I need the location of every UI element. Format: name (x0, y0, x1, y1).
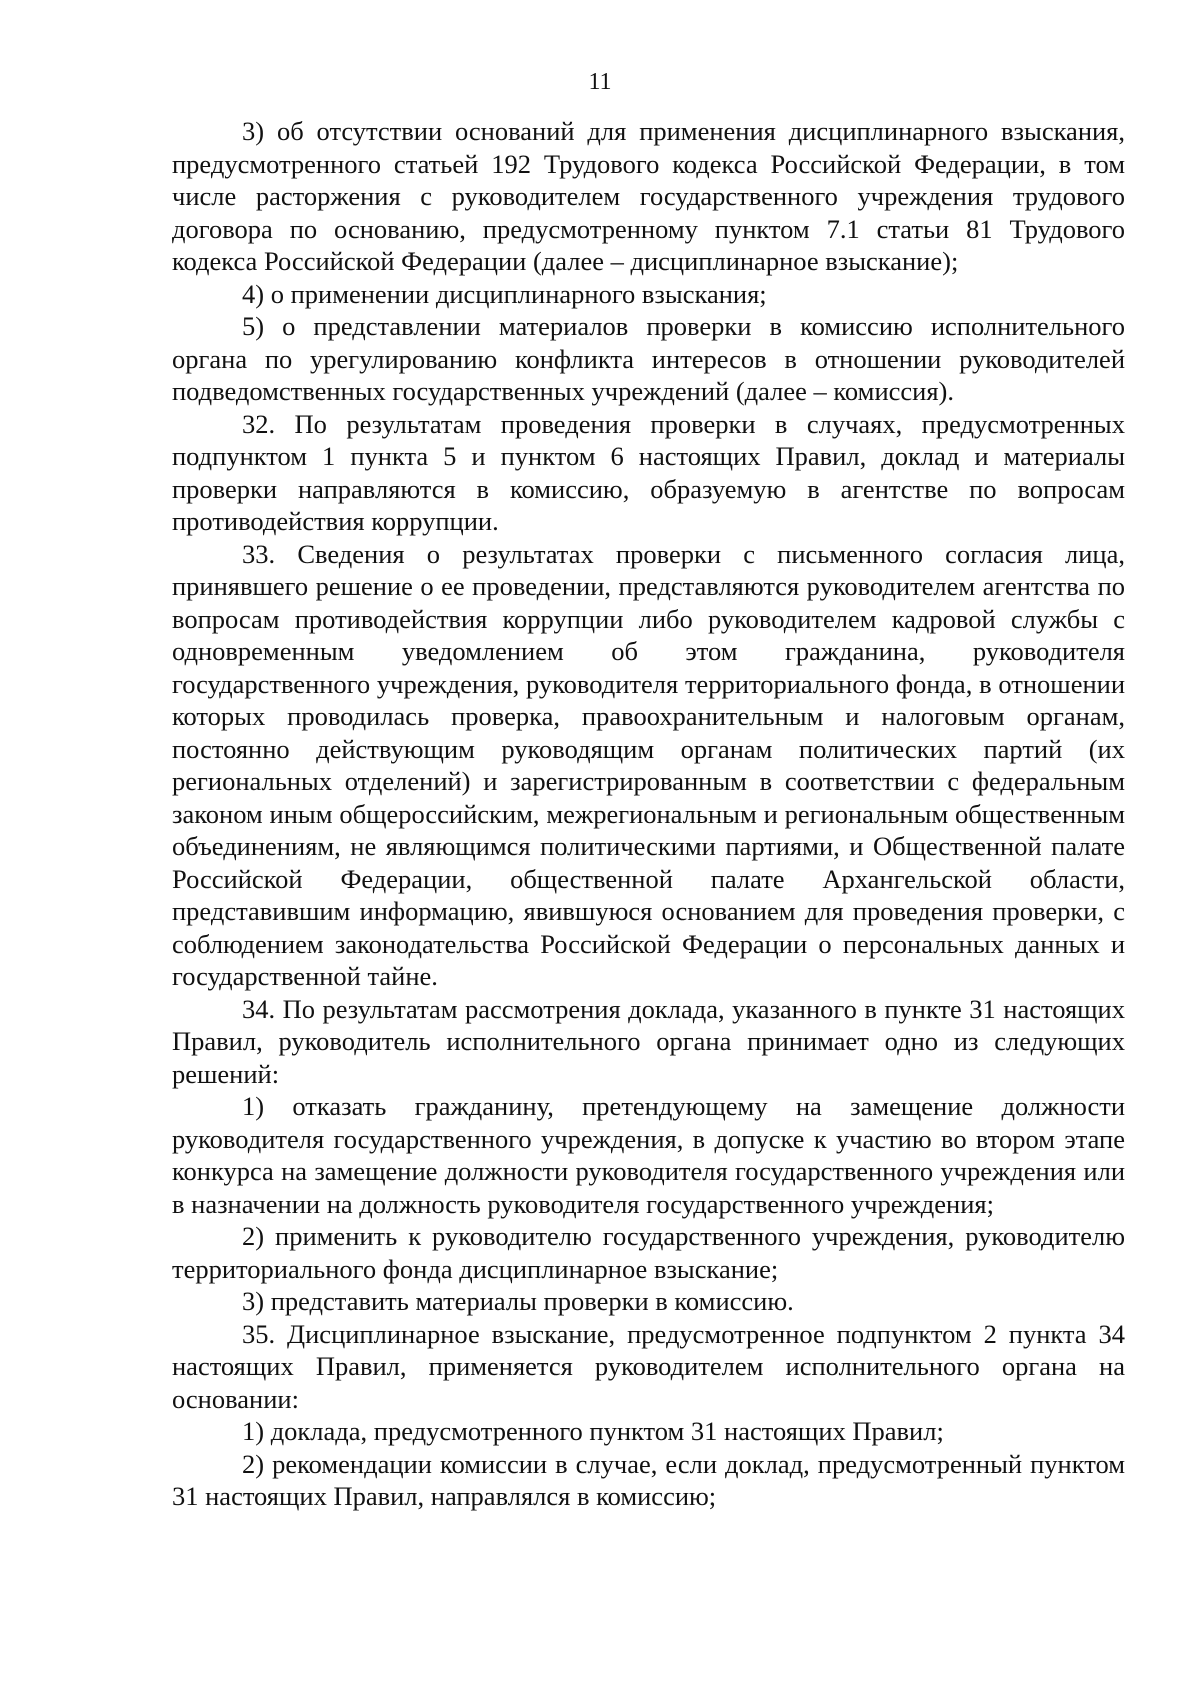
paragraph-clause-33: 33. Сведения о результатах проверки с письменного согласия лица, принявшего решение о ее проведении, представляются руководителем агентства по вопросам противодействия коррупции либо руководителем кадровой службы с одновременным уведомлением об этом гражданина, руководителя государственного учреждения, руководителя территориального фонда, в отношении которых проводилась проверка, правоохранительным и налоговым органам, постоянно действующим руководящим органам политических партий (их региональных отделений) и зарегистрированным в соответствии с федеральным законом иным общероссийским, межрегиональным и региональным общественным объединениям, не являющимся политическими партиями, и Общественной палате Российской Федерации, общественной палате Архангельской области, представившим информацию, явившуюся основанием для проведения проверки, с соблюдением законодательства Российской Федерации о персональных данных и государственной тайне. (172, 538, 1125, 991)
paragraph-clause-32: 32. По результатам проведения проверки в случаях, предусмотренных подпунктом 1 пункта 5 и пунктом 6 настоящих Правил, доклад и материалы проверки направляются в комиссию, образуемую в агентстве по вопросам противодействия коррупции. (172, 408, 1125, 536)
paragraph-clause-34-item-3: 3) представить материалы проверки в комиссию. (242, 1286, 794, 1316)
paragraph-clause-34-item-1: 1) отказать гражданину, претендующему на замещение должности руководителя государственного учреждения, в допуске к участию во втором этапе конкурса на замещение должности руководителя государственного учреждения или в назначении на должность руководителя государственного учреждения; (172, 1091, 1125, 1219)
page-number: 11 (588, 69, 612, 95)
paragraph-clause-35-item-2: 2) рекомендации комиссии в случае, если доклад, предусмотренный пунктом 31 настоящих Правил, направлялся в комиссию; (172, 1448, 1125, 1511)
paragraph-clause-35: 35. Дисциплинарное взыскание, предусмотренное подпунктом 2 пункта 34 настоящих Правил, применяется руководителем исполнительного органа на основании: (172, 1318, 1125, 1414)
paragraph-subitem-4: 4) о применении дисциплинарного взыскания; (242, 278, 767, 309)
paragraph-clause-34-item-2: 2) применить к руководителю государственного учреждения, руководителю территориального фонда дисциплинарное взыскание; (172, 1221, 1125, 1284)
document-body (172, 115, 1125, 1513)
paragraph-clause-34: 34. По результатам рассмотрения доклада, указанного в пункте 31 настоящих Правил, руководитель исполнительного органа принимает одно из следующих решений: (172, 993, 1125, 1089)
paragraph-subitem-3: 3) об отсутствии оснований для применения дисциплинарного взыскания, предусмотренного статьей 192 Трудового кодекса Российской Федерации, в том числе расторжения с руководителем государственного учреждения трудового договора по основанию, предусмотренному пунктом 7.1 статьи 81 Трудового кодекса Российской Федерации (далее – дисциплинарное взыскание); (172, 116, 1125, 276)
paragraph-subitem-5: 5) о представлении материалов проверки в комиссию исполнительного органа по урегулированию конфликта интересов в отношении руководителей подведомственных государственных учреждений (далее – комиссия). (172, 311, 1125, 406)
paragraph-clause-35-item-1: 1) доклада, предусмотренного пунктом 31 настоящих Правил; (242, 1416, 944, 1446)
